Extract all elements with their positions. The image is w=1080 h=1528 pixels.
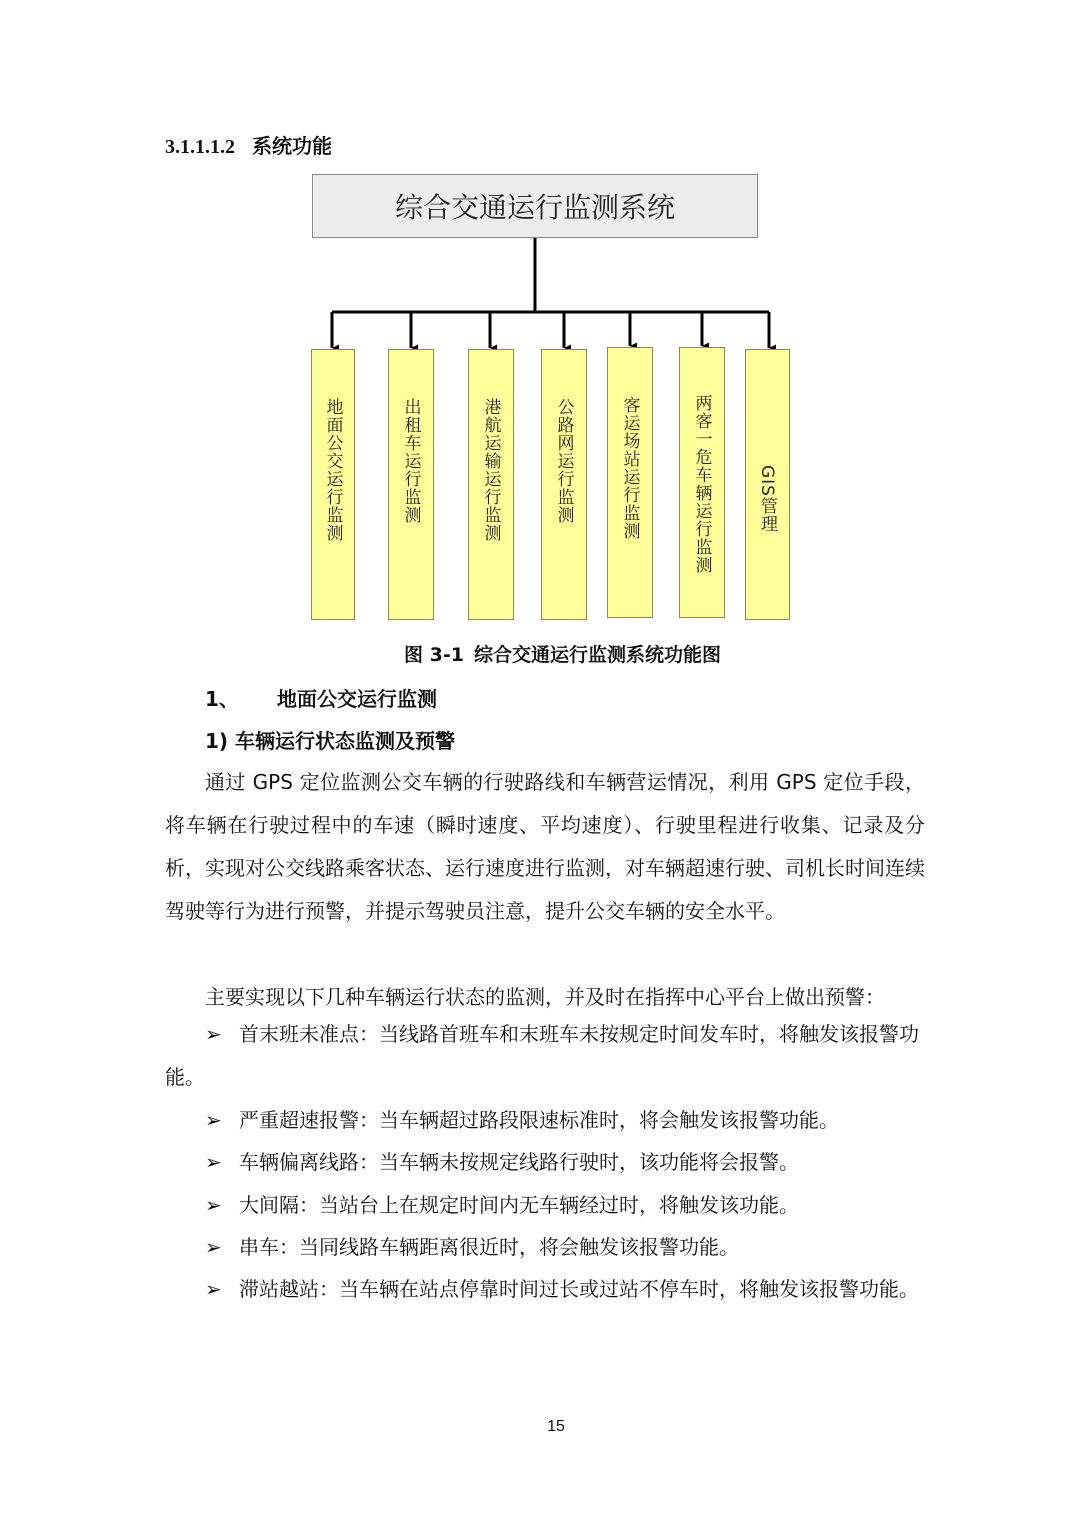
bullet-arrow-icon: ➢	[205, 1235, 222, 1259]
bullet-item	[165, 1268, 925, 1311]
bullet-item	[165, 1226, 925, 1269]
diagram-root-label: 综合交通运行监测系统	[394, 191, 675, 224]
bullet-arrow-icon: ➢	[205, 1277, 222, 1301]
leaf-box-gis	[745, 349, 790, 620]
bullet-item	[165, 1099, 925, 1142]
figure-label: 图 3-1	[404, 644, 464, 666]
leaf-box-highway	[541, 349, 587, 620]
bullet-item	[165, 1141, 925, 1184]
page-number: 15	[547, 1418, 565, 1435]
bullet-arrow-icon: ➢	[205, 1150, 222, 1174]
bullet-text: 大间隔：当站台上在规定时间内无车辆经过时，将触发该功能。	[239, 1193, 799, 1217]
paragraph-2: 主要实现以下几种车辆运行状态的监测，并及时在指挥中心平台上做出预警：	[205, 985, 885, 1009]
leaf-label-bus: 地面公交运行监测	[322, 398, 343, 542]
diagram-root-box	[312, 174, 758, 238]
heading-level-1	[205, 683, 437, 712]
paragraph-1: 通过 GPS 定位监测公交车辆的行驶路线和车辆营运情况，利用 GPS 定位手段，将车辆在行驶过程中的车速（瞬时速度、平均速度）、行驶里程进行收集、记录及分析，实现对公交线路乘客状态、运行速度进行监测，对车辆超速行驶、司机长时间连续驾驶等行为进行预警，并提示驾驶员注意，提升公交车辆的安全水平。	[165, 770, 925, 923]
leaf-box-port	[468, 349, 514, 620]
diagram-connectors	[0, 0, 1080, 700]
leaf-box-bus	[311, 349, 355, 620]
leaf-label-taxi: 出租车运行监测	[400, 398, 421, 524]
heading-1-number: 1、	[205, 687, 239, 711]
section-title: 系统功能	[252, 136, 332, 158]
leaf-label-highway: 公路网运行监测	[553, 398, 574, 524]
bullet-text: 车辆偏离线路：当车辆未按规定线路行驶时，该功能将会报警。	[239, 1150, 799, 1174]
leaf-label-terminal: 客运场站运行监测	[619, 396, 640, 540]
section-number: 3.1.1.1.2	[165, 136, 235, 158]
figure-caption-text: 综合交通运行监测系统功能图	[473, 644, 721, 666]
leaf-box-terminal	[607, 347, 653, 618]
leaf-label-port: 港航运输运行监测	[480, 398, 501, 542]
bullet-item	[165, 1013, 925, 1099]
bullet-arrow-icon: ➢	[205, 1108, 222, 1132]
heading-1-text: 地面公交运行监测	[277, 687, 437, 711]
leaf-box-taxi	[388, 349, 434, 620]
leaf-box-hazmat	[679, 347, 725, 618]
bullet-text: 串车：当同线路车辆距离很近时，将会触发该报警功能。	[239, 1235, 739, 1259]
figure-caption	[0, 640, 1080, 667]
bullet-text: 首末班未准点：当线路首班车和末班车未按规定时间发车时，将触发该报警功能。	[165, 1022, 919, 1089]
bullet-text: 滞站越站：当车辆在站点停靠时间过长或过站不停车时，将触发该报警功能。	[239, 1277, 919, 1301]
section-heading	[165, 130, 332, 159]
bullet-arrow-icon: ➢	[205, 1193, 222, 1217]
bullet-arrow-icon: ➢	[205, 1022, 222, 1046]
bullet-item	[165, 1184, 925, 1227]
drop-arrows	[332, 312, 769, 348]
leaf-label-hazmat: 两客一危车辆运行监测	[691, 394, 712, 574]
leaf-label-gis: GIS管理	[757, 465, 777, 533]
bullet-text: 严重超速报警：当车辆超过路段限速标准时，将会触发该报警功能。	[239, 1108, 839, 1132]
heading-level-2: 1) 车辆运行状态监测及预警	[205, 729, 456, 753]
